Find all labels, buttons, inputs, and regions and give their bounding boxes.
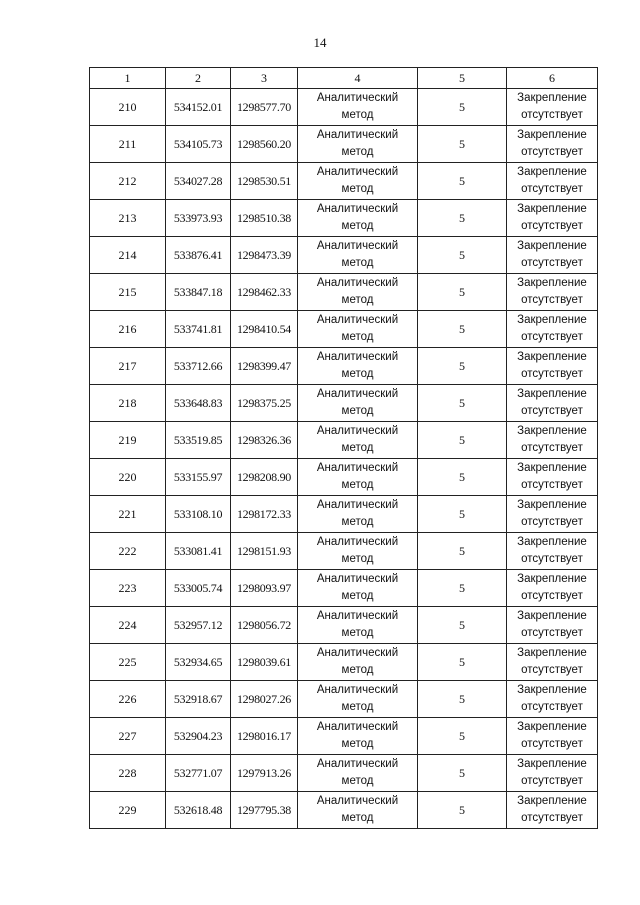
method-cell-line: метод [341,664,374,676]
method-cell-line: метод [341,627,374,639]
fixing-cell-line: отсутствует [521,738,583,750]
header-col-6: 6 [507,68,598,89]
point-number-cell: 225 [90,644,166,681]
method-cell-line: Аналитический [316,92,399,104]
y-coordinate-cell: 1298326.36 [231,422,298,459]
fixing-cell-line: отсутствует [521,405,583,417]
fixing-cell [507,126,598,163]
fixing-cell [507,718,598,755]
method-cell-line: метод [341,220,374,232]
method-cell [298,274,418,311]
x-coordinate-cell: 534027.28 [166,163,231,200]
x-coordinate-cell: 534152.01 [166,89,231,126]
method-cell-line: Аналитический [316,388,399,400]
point-number-cell: 228 [90,755,166,792]
fixing-cell [507,385,598,422]
accuracy-cell: 5 [418,89,507,126]
coordinates-table [89,67,598,829]
x-coordinate-cell: 532771.07 [166,755,231,792]
fixing-cell-line: отсутствует [521,701,583,713]
method-cell-line: метод [341,405,374,417]
method-cell [298,459,418,496]
fixing-cell-line: отсутствует [521,331,583,343]
fixing-cell-line: отсутствует [521,146,583,158]
x-coordinate-cell: 533081.41 [166,533,231,570]
y-coordinate-cell: 1297913.26 [231,755,298,792]
x-coordinate-cell: 533648.83 [166,385,231,422]
fixing-cell-line: Закрепление [517,129,587,141]
method-cell-line: Аналитический [316,721,399,733]
x-coordinate-cell: 533155.97 [166,459,231,496]
accuracy-cell: 5 [418,126,507,163]
fixing-cell [507,422,598,459]
fixing-cell [507,311,598,348]
fixing-cell-line: отсутствует [521,257,583,269]
method-cell-line: метод [341,701,374,713]
header-col-5: 5 [418,68,507,89]
header-col-1: 1 [90,68,166,89]
y-coordinate-cell: 1298151.93 [231,533,298,570]
method-cell-line: Аналитический [316,684,399,696]
method-cell-line: Аналитический [316,351,399,363]
fixing-cell-line: отсутствует [521,812,583,824]
method-cell [298,200,418,237]
fixing-cell-line: Закрепление [517,684,587,696]
accuracy-cell: 5 [418,755,507,792]
y-coordinate-cell: 1298172.33 [231,496,298,533]
y-coordinate-cell: 1297795.38 [231,792,298,829]
method-cell-line: Аналитический [316,129,399,141]
fixing-cell [507,607,598,644]
method-cell-line: метод [341,257,374,269]
fixing-cell [507,459,598,496]
method-cell-line: Аналитический [316,166,399,178]
table-row [90,681,598,718]
method-cell [298,496,418,533]
y-coordinate-cell: 1298462.33 [231,274,298,311]
y-coordinate-cell: 1298208.90 [231,459,298,496]
table-row [90,607,598,644]
x-coordinate-cell: 533847.18 [166,274,231,311]
fixing-cell-line: Закрепление [517,795,587,807]
method-cell-line: метод [341,516,374,528]
fixing-cell-line: отсутствует [521,664,583,676]
y-coordinate-cell: 1298410.54 [231,311,298,348]
fixing-cell-line: Закрепление [517,536,587,548]
x-coordinate-cell: 533876.41 [166,237,231,274]
table-row [90,792,598,829]
fixing-cell-line: отсутствует [521,590,583,602]
method-cell-line: Аналитический [316,203,399,215]
method-cell [298,718,418,755]
fixing-cell [507,755,598,792]
y-coordinate-cell: 1298473.39 [231,237,298,274]
method-cell [298,163,418,200]
fixing-cell [507,644,598,681]
accuracy-cell: 5 [418,200,507,237]
fixing-cell [507,237,598,274]
table-row [90,422,598,459]
header-col-3: 3 [231,68,298,89]
table-row [90,200,598,237]
y-coordinate-cell: 1298039.61 [231,644,298,681]
fixing-cell-line: отсутствует [521,442,583,454]
table-row [90,496,598,533]
table-row [90,570,598,607]
point-number-cell: 211 [90,126,166,163]
fixing-cell [507,496,598,533]
point-number-cell: 229 [90,792,166,829]
fixing-cell-line: Закрепление [517,647,587,659]
accuracy-cell: 5 [418,237,507,274]
x-coordinate-cell: 534105.73 [166,126,231,163]
point-number-cell: 215 [90,274,166,311]
y-coordinate-cell: 1298056.72 [231,607,298,644]
method-cell-line: Аналитический [316,758,399,770]
table-row [90,311,598,348]
method-cell-line: метод [341,331,374,343]
y-coordinate-cell: 1298577.70 [231,89,298,126]
fixing-cell-line: Закрепление [517,573,587,585]
page-number: 14 [313,35,327,50]
accuracy-cell: 5 [418,422,507,459]
point-number-cell: 226 [90,681,166,718]
method-cell-line: метод [341,479,374,491]
fixing-cell-line: отсутствует [521,627,583,639]
fixing-cell-line: Закрепление [517,462,587,474]
method-cell-line: Аналитический [316,647,399,659]
table-row [90,89,598,126]
fixing-cell-line: Закрепление [517,425,587,437]
table-row [90,385,598,422]
y-coordinate-cell: 1298093.97 [231,570,298,607]
method-cell-line: метод [341,812,374,824]
table-row [90,126,598,163]
accuracy-cell: 5 [418,496,507,533]
y-coordinate-cell: 1298560.20 [231,126,298,163]
point-number-cell: 210 [90,89,166,126]
fixing-cell-line: отсутствует [521,368,583,380]
fixing-cell-line: Закрепление [517,758,587,770]
method-cell-line: Аналитический [316,536,399,548]
fixing-cell-line: Закрепление [517,203,587,215]
fixing-cell-line: отсутствует [521,183,583,195]
fixing-cell-line: Закрепление [517,351,587,363]
fixing-cell-line: отсутствует [521,553,583,565]
accuracy-cell: 5 [418,459,507,496]
method-cell-line: метод [341,553,374,565]
accuracy-cell: 5 [418,681,507,718]
method-cell [298,644,418,681]
method-cell-line: метод [341,294,374,306]
fixing-cell-line: отсутствует [521,109,583,121]
table-row [90,755,598,792]
fixing-cell-line: отсутствует [521,479,583,491]
method-cell [298,385,418,422]
y-coordinate-cell: 1298399.47 [231,348,298,385]
y-coordinate-cell: 1298016.17 [231,718,298,755]
x-coordinate-cell: 533741.81 [166,311,231,348]
fixing-cell-line: Закрепление [517,92,587,104]
point-number-cell: 219 [90,422,166,459]
fixing-cell-line: Закрепление [517,166,587,178]
fixing-cell [507,681,598,718]
x-coordinate-cell: 532904.23 [166,718,231,755]
table-row [90,348,598,385]
method-cell [298,348,418,385]
point-number-cell: 222 [90,533,166,570]
fixing-cell-line: Закрепление [517,314,587,326]
x-coordinate-cell: 533519.85 [166,422,231,459]
fixing-cell-line: отсутствует [521,775,583,787]
method-cell-line: Аналитический [316,573,399,585]
x-coordinate-cell: 532918.67 [166,681,231,718]
fixing-cell-line: Закрепление [517,240,587,252]
method-cell-line: Аналитический [316,425,399,437]
point-number-cell: 227 [90,718,166,755]
point-number-cell: 214 [90,237,166,274]
accuracy-cell: 5 [418,570,507,607]
point-number-cell: 224 [90,607,166,644]
method-cell-line: Аналитический [316,240,399,252]
fixing-cell [507,792,598,829]
x-coordinate-cell: 532934.65 [166,644,231,681]
fixing-cell [507,163,598,200]
table-row [90,644,598,681]
x-coordinate-cell: 533973.93 [166,200,231,237]
fixing-cell [507,200,598,237]
method-cell-line: Аналитический [316,499,399,511]
point-number-cell: 221 [90,496,166,533]
x-coordinate-cell: 532618.48 [166,792,231,829]
point-number-cell: 218 [90,385,166,422]
accuracy-cell: 5 [418,718,507,755]
table-row [90,718,598,755]
y-coordinate-cell: 1298375.25 [231,385,298,422]
fixing-cell [507,89,598,126]
point-number-cell: 213 [90,200,166,237]
accuracy-cell: 5 [418,311,507,348]
method-cell-line: метод [341,738,374,750]
accuracy-cell: 5 [418,274,507,311]
header-col-2: 2 [166,68,231,89]
y-coordinate-cell: 1298530.51 [231,163,298,200]
accuracy-cell: 5 [418,385,507,422]
point-number-cell: 217 [90,348,166,385]
method-cell-line: Аналитический [316,277,399,289]
y-coordinate-cell: 1298027.26 [231,681,298,718]
point-number-cell: 220 [90,459,166,496]
method-cell [298,607,418,644]
accuracy-cell: 5 [418,792,507,829]
method-cell [298,422,418,459]
fixing-cell-line: отсутствует [521,294,583,306]
fixing-cell-line: Закрепление [517,277,587,289]
method-cell-line: метод [341,775,374,787]
accuracy-cell: 5 [418,348,507,385]
table-row [90,274,598,311]
point-number-cell: 223 [90,570,166,607]
accuracy-cell: 5 [418,163,507,200]
method-cell [298,681,418,718]
method-cell [298,533,418,570]
method-cell-line: Аналитический [316,795,399,807]
header-col-4: 4 [298,68,418,89]
fixing-cell-line: Закрепление [517,388,587,400]
point-number-cell: 212 [90,163,166,200]
fixing-cell-line: отсутствует [521,516,583,528]
fixing-cell [507,533,598,570]
y-coordinate-cell: 1298510.38 [231,200,298,237]
fixing-cell-line: Закрепление [517,499,587,511]
x-coordinate-cell: 533005.74 [166,570,231,607]
x-coordinate-cell: 532957.12 [166,607,231,644]
method-cell [298,755,418,792]
method-cell [298,237,418,274]
method-cell [298,570,418,607]
method-cell-line: Аналитический [316,462,399,474]
method-cell [298,792,418,829]
table-row [90,237,598,274]
method-cell-line: метод [341,368,374,380]
fixing-cell-line: Закрепление [517,721,587,733]
fixing-cell-line: отсутствует [521,220,583,232]
method-cell-line: метод [341,146,374,158]
fixing-cell [507,348,598,385]
accuracy-cell: 5 [418,607,507,644]
method-cell-line: Аналитический [316,314,399,326]
method-cell-line: метод [341,183,374,195]
accuracy-cell: 5 [418,644,507,681]
fixing-cell-line: Закрепление [517,610,587,622]
method-cell-line: метод [341,109,374,121]
point-number-cell: 216 [90,311,166,348]
x-coordinate-cell: 533712.66 [166,348,231,385]
method-cell-line: Аналитический [316,610,399,622]
method-cell-line: метод [341,442,374,454]
fixing-cell [507,570,598,607]
accuracy-cell: 5 [418,533,507,570]
header-row [90,68,598,89]
method-cell [298,89,418,126]
x-coordinate-cell: 533108.10 [166,496,231,533]
table-row [90,533,598,570]
table-row [90,459,598,496]
table-row [90,163,598,200]
method-cell-line: метод [341,590,374,602]
fixing-cell [507,274,598,311]
method-cell [298,311,418,348]
method-cell [298,126,418,163]
